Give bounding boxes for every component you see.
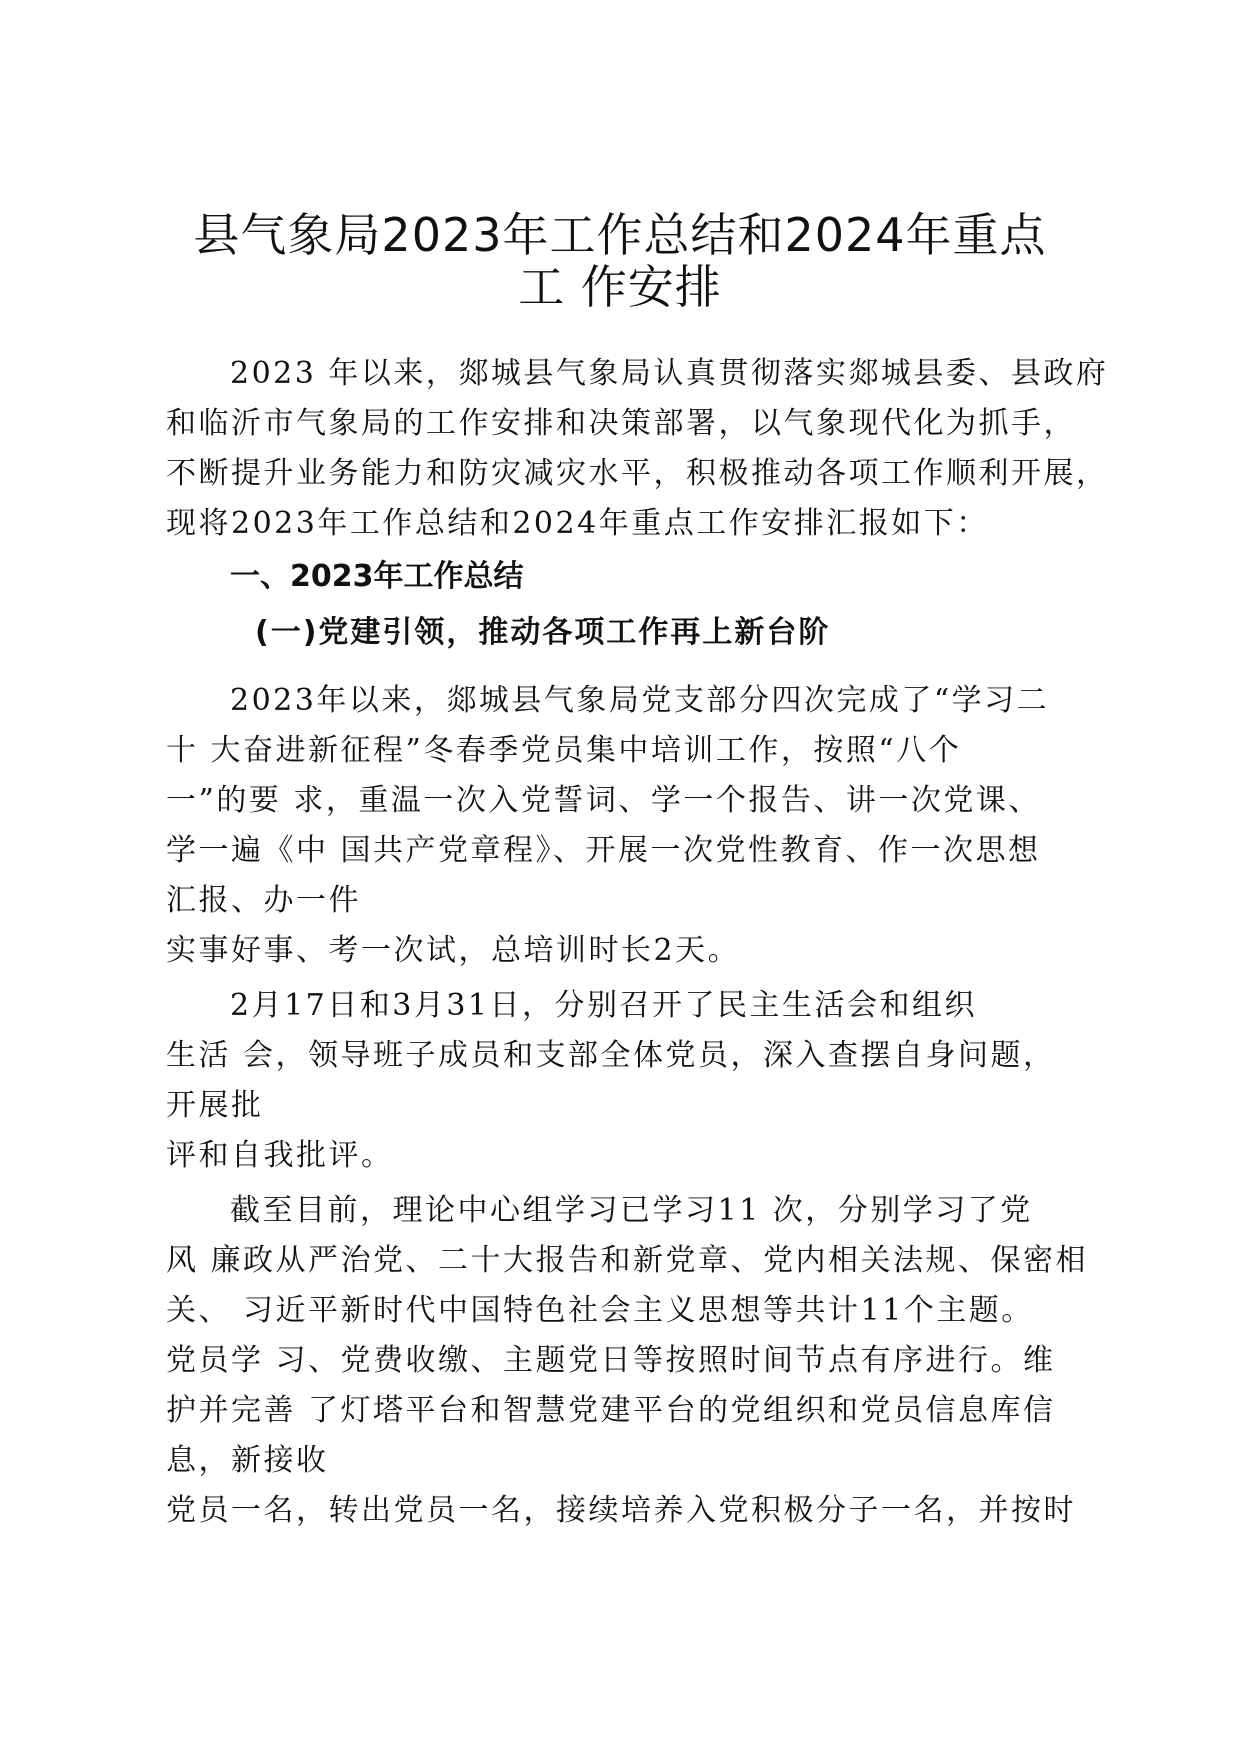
section-heading: 一、2023年工作总结 bbox=[230, 559, 524, 594]
body-line: 十 大奋进新征程”冬春季党员集中培训工作，按照“八个 bbox=[166, 733, 962, 768]
intro-line: 和临沂市气象局的工作安排和决策部署，以气象现代化为抓手， bbox=[166, 406, 1076, 441]
body-line: 一”的要 求，重温一次入党誓词、学一个报告、讲一次党课、 bbox=[166, 783, 1041, 818]
body-line: 党员一名，转出党员一名，接续培养入党积极分子一名，并按时 bbox=[166, 1493, 1076, 1528]
intro-line: 不断提升业务能力和防灾减灾水平，积极推动各项工作顺利开展， bbox=[166, 456, 1109, 491]
body-line: 汇报、办一件 bbox=[166, 883, 361, 918]
intro-line: 2023 年以来，郯城县气象局认真贯彻落实郯城县委、县政府 bbox=[230, 356, 1109, 391]
subsection-heading: (一)党建引领，推动各项工作再上新台阶 bbox=[255, 615, 831, 650]
body-line: 护并完善 了灯塔平台和智慧党建平台的党组织和党员信息库信 bbox=[166, 1393, 1056, 1428]
body-line: 2023年以来，郯城县气象局党支部分四次完成了“学习二 bbox=[230, 683, 1050, 718]
body-line: 开展批 bbox=[166, 1088, 264, 1123]
body-line: 2月17日和3月31日，分别召开了民主生活会和组织 bbox=[230, 988, 978, 1023]
body-line: 风 廉政从严治党、二十大报告和新党章、党内相关法规、保密相 bbox=[166, 1243, 1089, 1278]
document-title-line-1: 县气象局2023年工作总结和2024年重点 bbox=[193, 208, 1047, 262]
document-title-line-2: 工 作安排 bbox=[518, 260, 722, 314]
intro-line: 现将2023年工作总结和2024年重点工作安排汇报如下： bbox=[166, 506, 989, 541]
body-line: 评和自我批评。 bbox=[166, 1138, 394, 1173]
body-line: 截至目前，理论中心组学习已学习11 次，分别学习了党 bbox=[230, 1193, 1033, 1228]
body-line: 关、 习近平新时代中国特色社会主义思想等共计11个主题。 bbox=[166, 1293, 1034, 1328]
body-line: 党员学 习、党费收缴、主题党日等按照时间节点有序进行。维 bbox=[166, 1343, 1056, 1378]
body-line: 实事好事、考一次试，总培训时长2天。 bbox=[166, 933, 741, 968]
body-line: 学一遍《中 国共产党章程》、开展一次党性教育、作一次思想 bbox=[166, 833, 1041, 868]
body-line: 息，新接收 bbox=[166, 1443, 329, 1478]
body-line: 生活 会，领导班子成员和支部全体党员，深入查摆自身问题， bbox=[166, 1038, 1056, 1073]
